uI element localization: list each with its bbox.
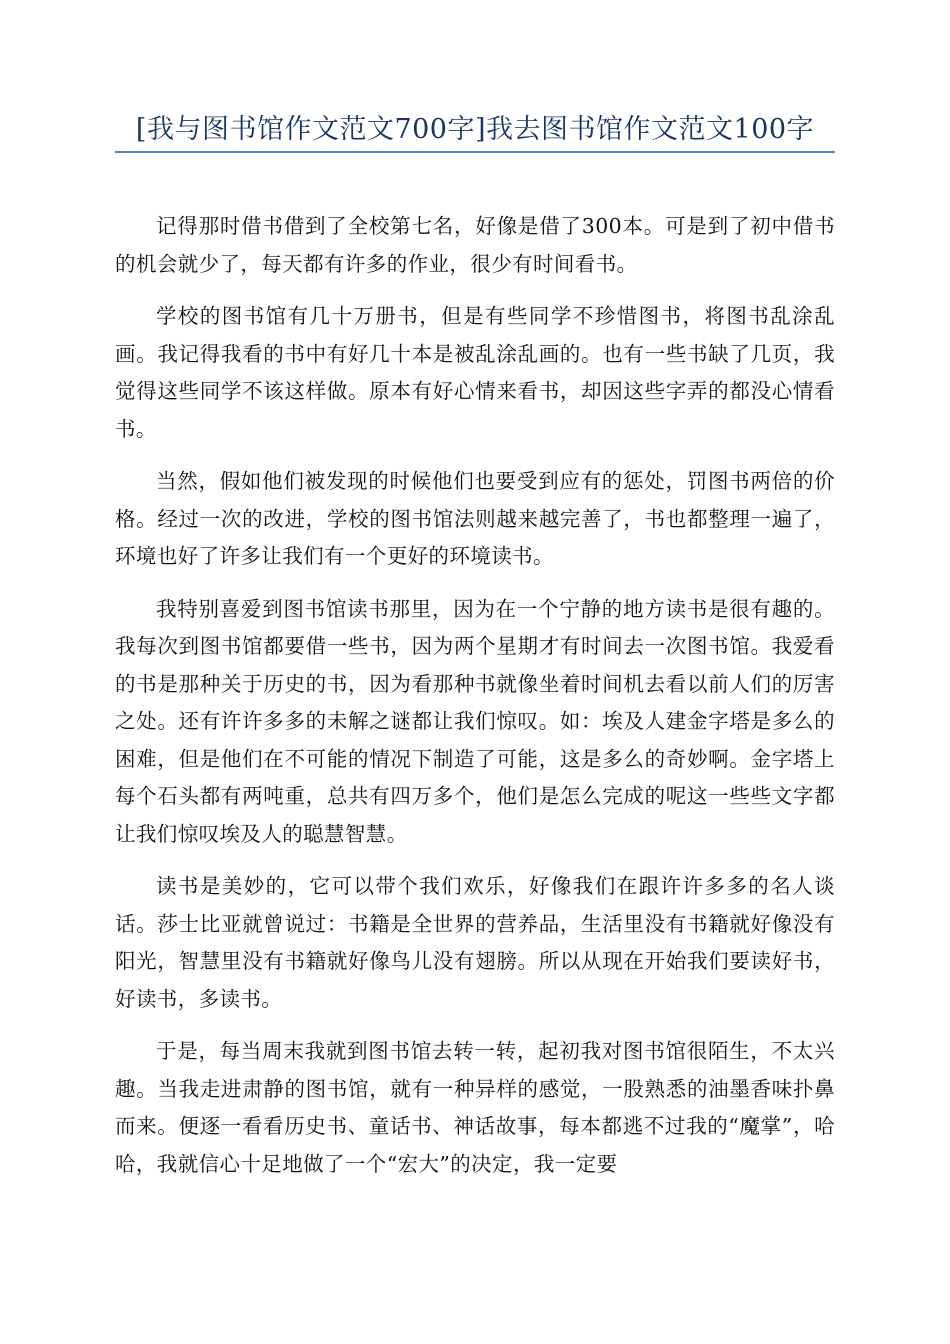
paragraph-6: 于是，每当周末我就到图书馆去转一转，起初我对图书馆很陌生，不太兴趣。当我走进肃静的图书馆，就有一种异样的感觉，一股熟悉的油墨香味扑鼻而来。便逐一看看历史书、童话书、神话故事，每本都逃不过我的“魔掌”，哈哈，我就信心十足地做了一个“宏大”的决定，我一定要 bbox=[115, 1039, 835, 1176]
paragraph-1: 记得那时借书借到了全校第七名，好像是借了300本。可是到了初中借书的机会就少了，每天都有许多的作业，很少有时间看书。 bbox=[115, 214, 835, 276]
paragraph-5: 读书是美妙的，它可以带个我们欢乐，好像我们在跟许许多多的名人谈话。莎士比亚就曾说过：书籍是全世界的营养品，生活里没有书籍就好像没有阳光，智慧里没有书籍就好像鸟儿没有翅膀。所以从现在开始我们要读好书，好读书，多读书。 bbox=[115, 874, 835, 1011]
paragraph-4: 我特别喜爱到图书馆读书那里，因为在一个宁静的地方读书是很有趣的。我每次到图书馆都要借一些书，因为两个星期才有时间去一次图书馆。我爱看的书是那种关于历史的书，因为看那种书就像坐着时间机去看以前人们的厉害之处。还有许许多多的未解之谜都让我们惊叹。如：埃及人建金字塔是多么的困难，但是他们在不可能的情况下制造了可能，这是多么的奇妙啊。金字塔上每个石头都有两吨重，总共有四万多个，他们是怎么完成的呢这一些些文字都让我们惊叹埃及人的聪慧智慧。 bbox=[115, 596, 835, 846]
page-title: [我与图书馆作文范文700字]我去图书馆作文范文100字 bbox=[135, 114, 815, 145]
paragraph-2: 学校的图书馆有几十万册书，但是有些同学不珍惜图书，将图书乱涂乱画。我记得我看的书中有好几十本是被乱涂乱画的。也有一些书缺了几页，我觉得这些同学不该这样做。原本有好心情来看书，却因这些字弄的都没心情看书。 bbox=[115, 304, 835, 441]
paragraph-3: 当然，假如他们被发现的时候他们也要受到应有的惩处，罚图书两倍的价格。经过一次的改进，学校的图书馆法则越来越完善了，书也都整理一遍了，环境也好了许多让我们有一个更好的环境读书。 bbox=[115, 469, 835, 568]
title-block bbox=[115, 112, 835, 153]
article-body bbox=[115, 208, 835, 1198]
